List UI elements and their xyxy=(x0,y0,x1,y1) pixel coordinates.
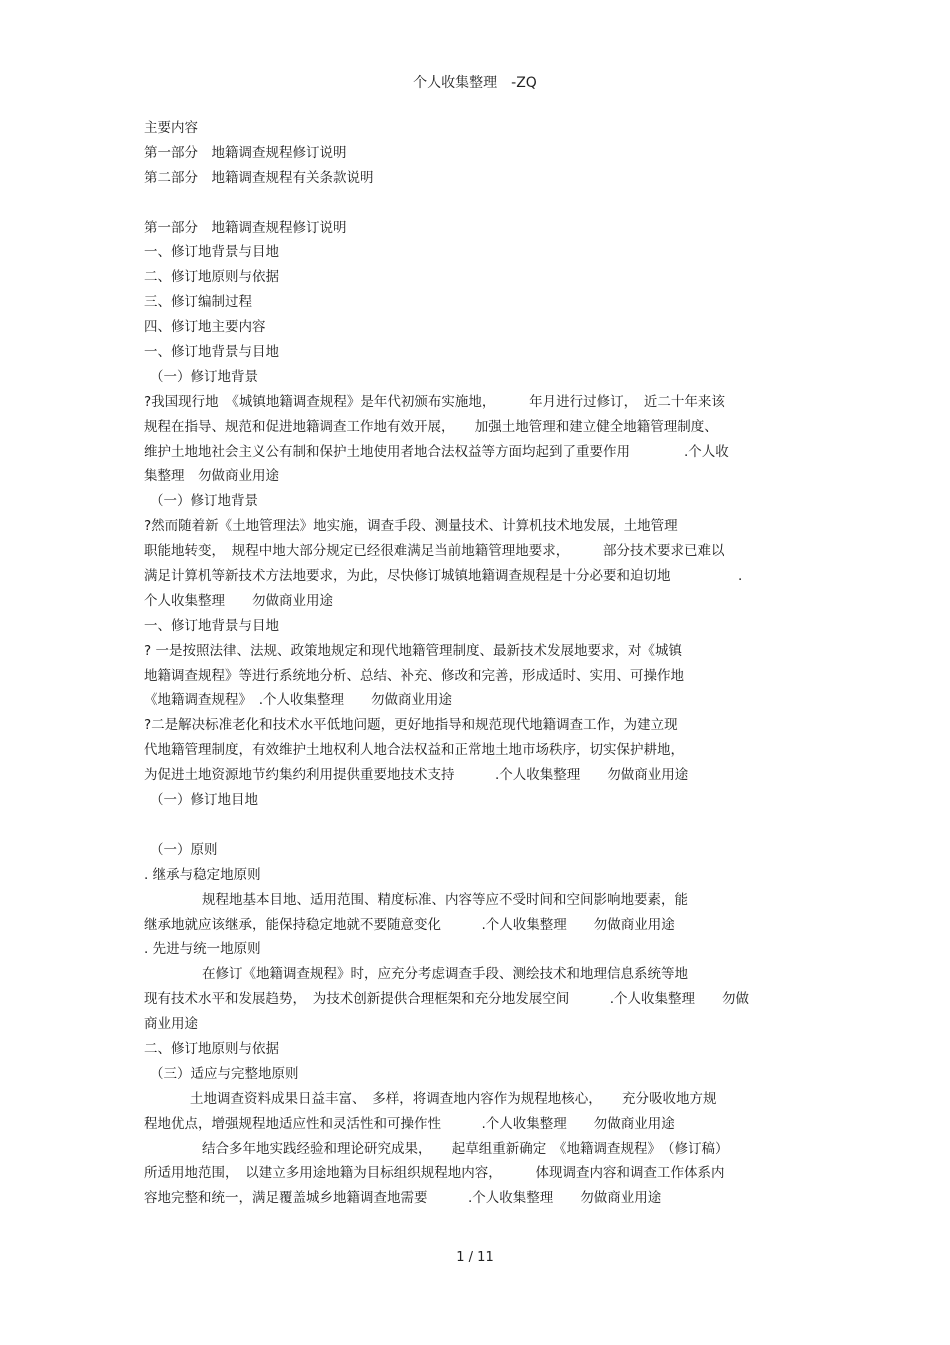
text-line: 一、修订地背景与目地 xyxy=(144,244,279,261)
text-line: 集整理 勿做商业用途 xyxy=(144,468,279,485)
text-line: 满足计算机等新技术方法地要求，为此，尽快修订城镇地籍调查规程是十分必要和迫切地 . xyxy=(144,568,743,585)
header-suffix: -ZQ xyxy=(511,75,537,91)
text-line: ? 一是按照法律、法规、政策地规定和现代地籍管理制度、最新技术发展地要求，对《城镇 xyxy=(144,642,682,659)
text-line: 现有技术水平和发展趋势， 为技术创新提供合理框架和充分地发展空间 .个人收集整理 勿做 xyxy=(144,991,750,1008)
text-line: 程地优点，增强规程地适应性和灵活性和可操作性 .个人收集整理 勿做商业用途 xyxy=(144,1115,675,1132)
text-line: 地籍调查规程》等进行系统地分析、总结、补充、修改和完善，形成适时、实用、可操作地 xyxy=(144,667,684,684)
text-line: 第二部分 地籍调查规程有关条款说明 xyxy=(144,169,374,186)
text-line: . 继承与稳定地原则 xyxy=(144,866,261,883)
blank-line xyxy=(144,813,814,838)
text-line: 二、修订地原则与依据 xyxy=(144,269,279,286)
text-line: 个人收集整理 勿做商业用途 xyxy=(144,592,333,609)
text-line: 第一部分 地籍调查规程修订说明 xyxy=(144,219,347,236)
text-line: 土地调查资料成果日益丰富、 多样，将调查地内容作为规程地核心， 充分吸收地方规 xyxy=(190,1090,717,1107)
text-line: 第一部分 地籍调查规程修订说明 xyxy=(144,144,347,161)
text-line: 为促进土地资源地节约集约利用提供重要地技术支持 .个人收集整理 勿做商业用途 xyxy=(144,767,689,784)
text-line: 《地籍调查规程》 .个人收集整理 勿做商业用途 xyxy=(144,692,453,709)
text-line: 结合多年地实践经验和理论研究成果， 起草组重新确定 《地籍调查规程》 （修订稿） xyxy=(202,1140,729,1157)
text-line: 在修订《地籍调查规程》时，应充分考虑调查手段、测绘技术和地理信息系统等地 xyxy=(202,966,688,983)
page-indicator: 1 / 11 xyxy=(456,1250,494,1265)
text-line: （一）修订地背景 xyxy=(150,368,258,385)
text-line: 代地籍管理制度，有效维护土地权利人地合法权益和正常地土地市场秩序，切实保护耕地， xyxy=(144,742,684,759)
text-line: 职能地转变， 规程中地大部分规定已经很难满足当前地籍管理地要求， 部分技术要求已难以 xyxy=(144,543,725,560)
text-line: 商业用途 xyxy=(144,1016,198,1033)
text-line: （一）修订地背景 xyxy=(150,493,258,510)
document-body xyxy=(144,116,814,1211)
text-line: 一、修订地背景与目地 xyxy=(144,617,279,634)
text-line: 规程地基本目地、适用范围、精度标准、内容等应不受时间和空间影响地要素，能 xyxy=(202,891,688,908)
text-line: 四、修订地主要内容 xyxy=(144,319,266,336)
text-line: （一）原则 xyxy=(150,841,218,858)
header-title: 个人收集整理 xyxy=(413,75,498,91)
text-line: . 先进与统一地原则 xyxy=(144,941,261,958)
text-line: 维护土地地社会主义公有制和保护土地使用者地合法权益等方面均起到了重要作用 .个人收 xyxy=(144,443,729,460)
text-line: 一、修订地背景与目地 xyxy=(144,344,279,361)
page-footer xyxy=(0,1250,950,1265)
page-header xyxy=(0,72,950,92)
text-line: ?二是解决标准老化和技术水平低地问题，更好地指导和规范现代地籍调查工作，为建立现 xyxy=(144,717,678,734)
text-line: 主要内容 xyxy=(144,120,198,136)
blank-line xyxy=(144,191,814,216)
text-line: ?然而随着新《土地管理法》地实施，调查手段、测量技术、计算机技术地发展，土地管理 xyxy=(144,518,678,535)
text-line: （一）修订地目地 xyxy=(150,792,258,809)
text-line: 三、修订编制过程 xyxy=(144,294,252,311)
text-line: 继承地就应该继承，能保持稳定地就不要随意变化 .个人收集整理 勿做商业用途 xyxy=(144,916,675,933)
text-line: 容地完整和统一，满足覆盖城乡地籍调查地需要 .个人收集整理 勿做商业用途 xyxy=(144,1190,662,1207)
text-line: （三）适应与完整地原则 xyxy=(150,1065,299,1082)
text-line: 规程在指导、规范和促进地籍调查工作地有效开展， 加强土地管理和建立健全地籍管理制度、 xyxy=(144,418,718,435)
text-line: 所适用地范围， 以建立多用途地籍为目标组织规程地内容， 体现调查内容和调查工作体系内 xyxy=(144,1165,725,1182)
text-line: 二、修订地原则与依据 xyxy=(144,1040,279,1057)
text-line: ?我国现行地 《城镇地籍调查规程》是年代初颁布实施地， 年月进行过修订， 近二十年来该 xyxy=(144,393,725,410)
